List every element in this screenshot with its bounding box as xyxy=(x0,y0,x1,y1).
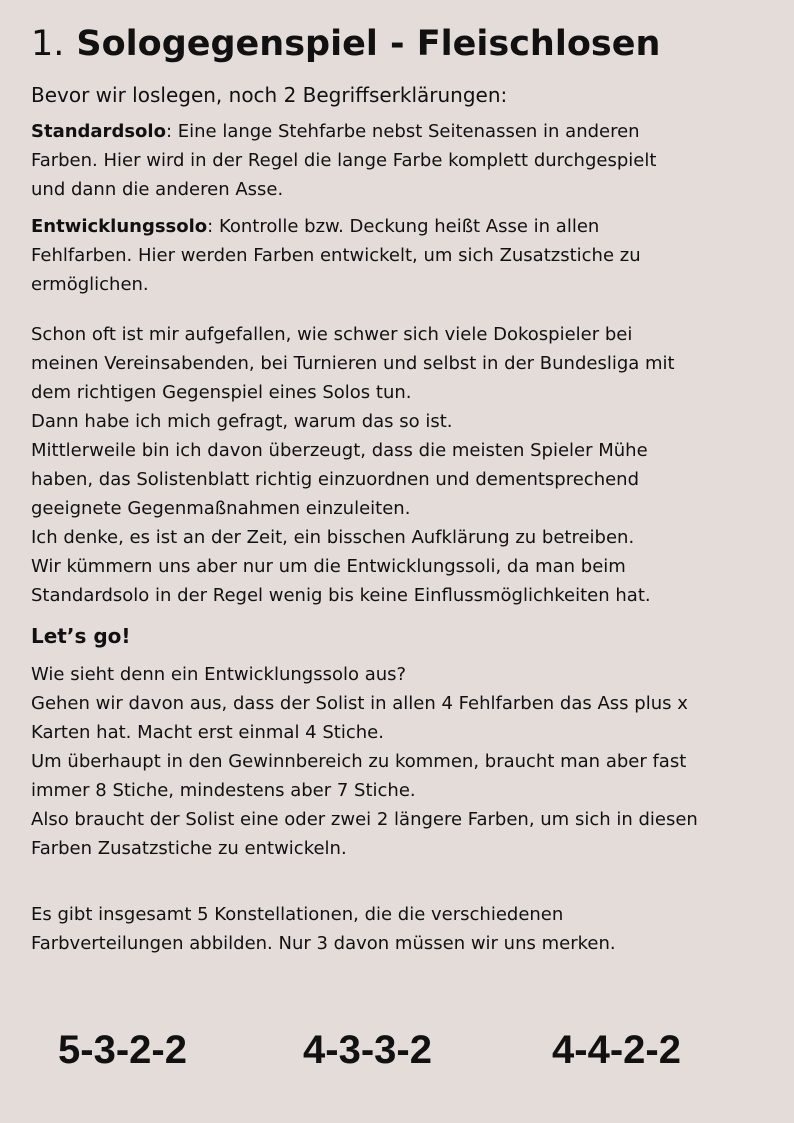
text-line: immer 8 Stiche, mindestens aber 7 Stiche. xyxy=(31,780,416,801)
text-line: Mittlerweile bin ich davon überzeugt, dass die meisten Spieler Mühe xyxy=(31,440,648,461)
paragraph-intro-story xyxy=(31,320,791,610)
text-line: Es gibt insgesamt 5 Konstellationen, die die verschiedenen xyxy=(31,904,564,925)
text-line: meinen Vereinsabenden, bei Turnieren und selbst in der Bundesliga mit xyxy=(31,353,675,374)
text-line: Wir kümmern uns aber nur um die Entwicklungssoli, da man beim xyxy=(31,556,626,577)
distribution-row xyxy=(0,1022,794,1078)
paragraph-konstellationen xyxy=(31,900,791,958)
text-line: Schon oft ist mir aufgefallen, wie schwer sich viele Dokospieler bei xyxy=(31,324,633,345)
paragraph-entwicklungssolo xyxy=(31,660,791,863)
definition-term: Entwicklungssolo xyxy=(31,216,208,237)
definition-line: Standardsolo: Eine lange Stehfarbe nebst Seitenassen in anderen xyxy=(31,121,640,142)
definition-line: Farben. Hier wird in der Regel die lange Farbe komplett durchgespielt xyxy=(31,150,657,171)
text-line: Um überhaupt in den Gewinnbereich zu kommen, braucht man aber fast xyxy=(31,751,687,772)
text-line: geeignete Gegenmaßnahmen einzuleiten. xyxy=(31,498,411,519)
page-title xyxy=(31,20,660,68)
definition-line: und dann die anderen Asse. xyxy=(31,179,284,200)
text-line: Gehen wir davon aus, dass der Solist in allen 4 Fehlfarben das Ass plus x xyxy=(31,693,688,714)
text-line: haben, das Solistenblatt richtig einzuordnen und dementsprechend xyxy=(31,469,640,490)
distribution-4-4-2-2: 4-4-2-2 xyxy=(552,1028,681,1072)
text-line: Also braucht der Solist eine oder zwei 2 längere Farben, um sich in diesen xyxy=(31,809,698,830)
definition-line: Entwicklungssolo: Kontrolle bzw. Deckung heißt Asse in allen xyxy=(31,216,600,237)
definition-line: ermöglichen. xyxy=(31,274,149,295)
text-line: Karten hat. Macht erst einmal 4 Stiche. xyxy=(31,722,384,743)
section-heading: Let’s go! xyxy=(31,624,131,648)
intro-text: Bevor wir loslegen, noch 2 Begriffserklärungen: xyxy=(31,83,508,107)
definition-line: Fehlfarben. Hier werden Farben entwickelt, um sich Zusatzstiche zu xyxy=(31,245,641,266)
text-line: Dann habe ich mich gefragt, warum das so ist. xyxy=(31,411,453,432)
section-number: 1. xyxy=(31,24,65,64)
text-line: dem richtigen Gegenspiel eines Solos tun. xyxy=(31,382,412,403)
definition-entwicklungssolo xyxy=(31,212,791,299)
text-line: Standardsolo in der Regel wenig bis keine Einflussmöglichkeiten hat. xyxy=(31,585,651,606)
definition-standardsolo xyxy=(31,117,791,204)
text-line: Farben Zusatzstiche zu entwickeln. xyxy=(31,838,347,859)
text-line: Wie sieht denn ein Entwicklungssolo aus? xyxy=(31,664,407,685)
definition-term: Standardsolo xyxy=(31,121,166,142)
distribution-5-3-2-2: 5-3-2-2 xyxy=(58,1028,187,1072)
distribution-4-3-3-2: 4-3-3-2 xyxy=(303,1028,432,1072)
title-text: Sologegenspiel - Fleischlosen xyxy=(76,24,661,64)
text-line: Ich denke, es ist an der Zeit, ein bisschen Aufklärung zu betreiben. xyxy=(31,527,635,548)
text-line: Farbverteilungen abbilden. Nur 3 davon müssen wir uns merken. xyxy=(31,933,616,954)
